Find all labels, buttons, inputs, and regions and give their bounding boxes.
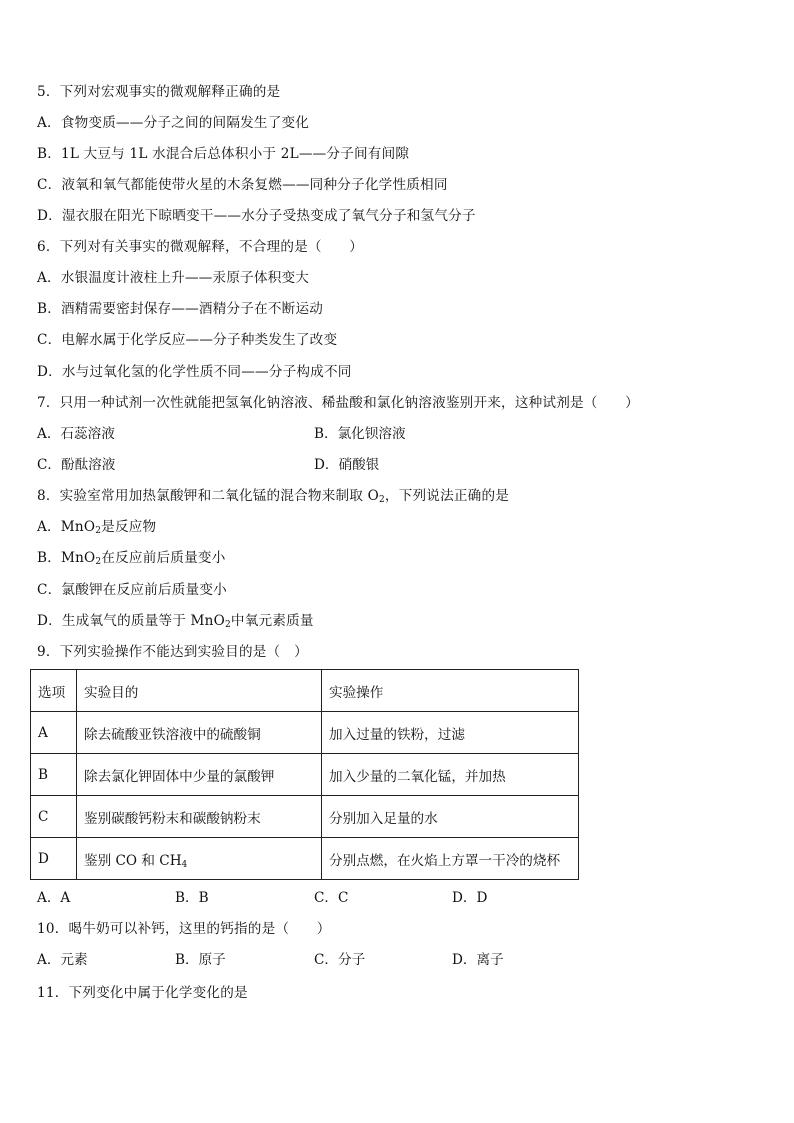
question-5-option-d: D．湿衣服在阳光下晾晒变干——水分子受热变成了氧气分子和氢气分子 — [37, 208, 476, 224]
table-row — [31, 712, 579, 754]
table-cell: C — [31, 796, 77, 838]
table-header-cell: 选项 — [31, 670, 77, 712]
question-6-option-d: D．水与过氧化氢的化学性质不同——分子构成不同 — [37, 364, 352, 380]
table-cell: 分别点燃，在火焰上方罩一干冷的烧杯 — [322, 838, 579, 880]
question-5-stem: 5．下列对宏观事实的微观解释正确的是 — [37, 84, 281, 100]
question-7-stem: 7．只用一种试剂一次性就能把氢氧化钠溶液、稀盐酸和氯化钠溶液鉴别开来，这种试剂是（ ） — [37, 395, 639, 411]
table-cell: B — [31, 754, 77, 796]
question-11-stem: 11．下列变化中属于化学变化的是 — [37, 985, 248, 1001]
table-header-row — [31, 670, 579, 712]
question-8-stem: 8．实验室常用加热氯酸钾和二氧化锰的混合物来制取 $O_2$，下列说法正确的是 — [37, 488, 510, 505]
question-9-option-a: A．A — [37, 890, 71, 906]
question-6-stem: 6．下列对有关事实的微观解释，不合理的是（ ） — [37, 239, 364, 255]
question-8-option-c: C．氯酸钾在反应前后质量变小 — [37, 582, 227, 598]
question-5-option-a: A．食物变质——分子之间的间隔发生了变化 — [37, 115, 310, 131]
table-row — [31, 754, 579, 796]
question-6-option-b: B．酒精需要密封保存——酒精分子在不断运动 — [37, 301, 324, 317]
question-6-option-a: A．水银温度计液柱上升——汞原子体积变大 — [37, 270, 310, 286]
experiment-table — [30, 669, 579, 880]
question-7-option-c: C．酚酞溶液 — [37, 457, 116, 473]
question-7-option-d: D．硝酸银 — [314, 457, 380, 473]
question-9-stem: 9．下列实验操作不能达到实验目的是（ ） — [37, 644, 308, 660]
table-cell: 除去氯化钾固体中少量的氯酸钾 — [77, 754, 322, 796]
question-6-option-c: C．电解水属于化学反应——分子种类发生了改变 — [37, 332, 338, 348]
question-5-option-b: B．1L 大豆与 1L 水混合后总体积小于 2L——分子间有间隙 — [37, 146, 410, 162]
question-8-option-b: B．MnO$_2$在反应前后质量变小 — [37, 550, 226, 567]
table-cell: 分别加入足量的水 — [322, 796, 579, 838]
question-9-option-c: C．C — [314, 890, 349, 906]
table-header-cell: 实验操作 — [322, 670, 579, 712]
question-9-option-b: B．B — [175, 890, 209, 906]
table-cell: A — [31, 712, 77, 754]
question-5-option-c: C．液氧和氧气都能使带火星的木条复燃——同种分子化学性质相同 — [37, 177, 448, 193]
table-cell: D — [31, 838, 77, 880]
table-row — [31, 838, 579, 880]
question-10-option-a: A．元素 — [37, 952, 88, 968]
table-cell: 加入少量的二氧化锰，并加热 — [322, 754, 579, 796]
table-cell: 除去硫酸亚铁溶液中的硫酸铜 — [77, 712, 322, 754]
question-8-option-d: D．生成氧气的质量等于 MnO$_2$中氧元素质量 — [37, 613, 314, 630]
table-row — [31, 796, 579, 838]
question-10-stem: 10．喝牛奶可以补钙，这里的钙指的是（ ） — [37, 921, 331, 937]
table-cell: 鉴别 CO 和 $CH_4$ — [77, 838, 322, 880]
question-9-option-d: D．D — [452, 890, 488, 906]
question-7-option-b: B．氯化钡溶液 — [314, 426, 406, 442]
question-10-option-c: C．分子 — [314, 952, 366, 968]
table-cell: 加入过量的铁粉，过滤 — [322, 712, 579, 754]
question-10-option-d: D．离子 — [452, 952, 504, 968]
table-cell: 鉴别碳酸钙粉末和碳酸钠粉末 — [77, 796, 322, 838]
question-10-option-b: B．原子 — [175, 952, 226, 968]
question-8-option-a: A．MnO$_2$是反应物 — [37, 519, 157, 536]
table-header-cell: 实验目的 — [77, 670, 322, 712]
question-7-option-a: A．石蕊溶液 — [37, 426, 115, 442]
